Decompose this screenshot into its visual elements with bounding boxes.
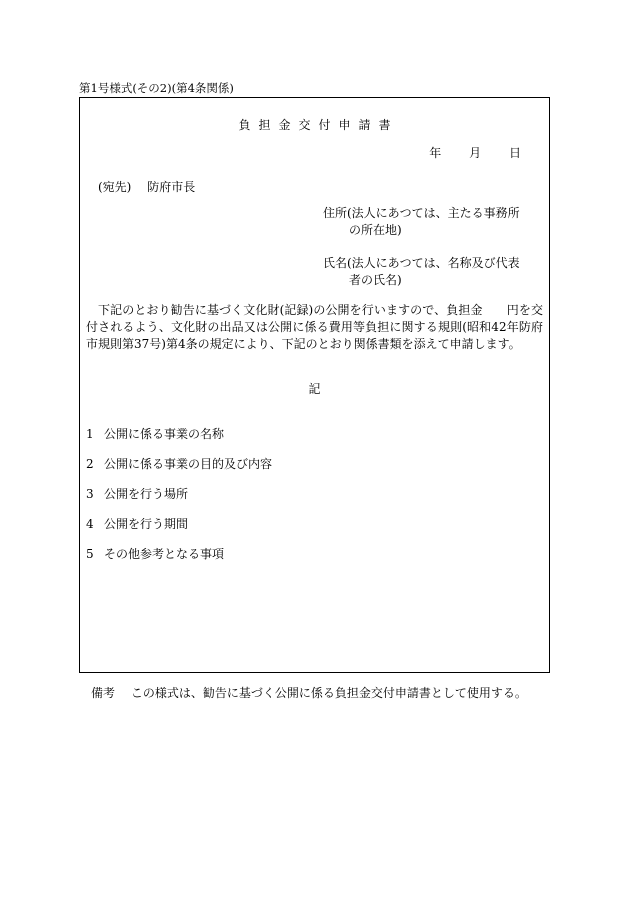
list-item [86,517,272,547]
item-number: 5 [86,547,94,561]
remark [91,684,527,701]
day-label: 日 [508,146,521,160]
applicant-address-line2: の所在地) [349,223,402,237]
item-label: その他参考となる事項 [104,547,225,561]
remark-label: 備考 [91,686,116,700]
form-number: 第1号様式(その2)(第4条関係) [79,81,234,95]
item-number: 1 [86,427,94,441]
applicant-address [323,205,543,239]
list-item [86,427,272,457]
item-label: 公開に係る事業の名称 [104,427,225,441]
item-number: 4 [86,517,94,531]
applicant-address-line1: 住所(法人にあつては、主たる事務所 [323,206,520,220]
month-label: 月 [469,146,482,160]
applicant-name [323,255,543,289]
applicant-name-line1: 氏名(法人にあつては、名称及び代表 [323,256,520,270]
item-label: 公開を行う場所 [104,487,189,501]
application-body-text: 下記のとおり勧告に基づく文化財(記録)の公開を行いますので、負担金 円を交付されるよう、文化財の出品又は公開に係る費用等負担に関する規則(昭和42年防府市規則第37号)第4条の規定により、下記のとおり関係書類を添えて申請します。 [86,303,543,351]
document-title: 負担金交付申請書 [238,118,399,132]
item-label: 公開に係る事業の目的及び内容 [104,457,273,471]
item-number: 3 [86,487,94,501]
year-label: 年 [429,146,442,160]
date-line [429,144,521,161]
remark-text: この様式は、勧告に基づく公開に係る負担金交付申請書として使用する。 [130,686,527,700]
item-number: 2 [86,457,94,471]
application-form-frame [79,97,550,673]
ki-heading: 記 [308,382,321,396]
addressee-name: 防府市長 [147,180,196,194]
applicant-name-line2: 者の氏名) [349,273,402,287]
item-label: 公開を行う期間 [104,517,189,531]
list-item [86,547,272,577]
addressee-prefix: (宛先) [98,180,132,194]
addressee [98,178,195,195]
list-item [86,457,272,487]
item-list [86,427,272,577]
list-item [86,487,272,517]
